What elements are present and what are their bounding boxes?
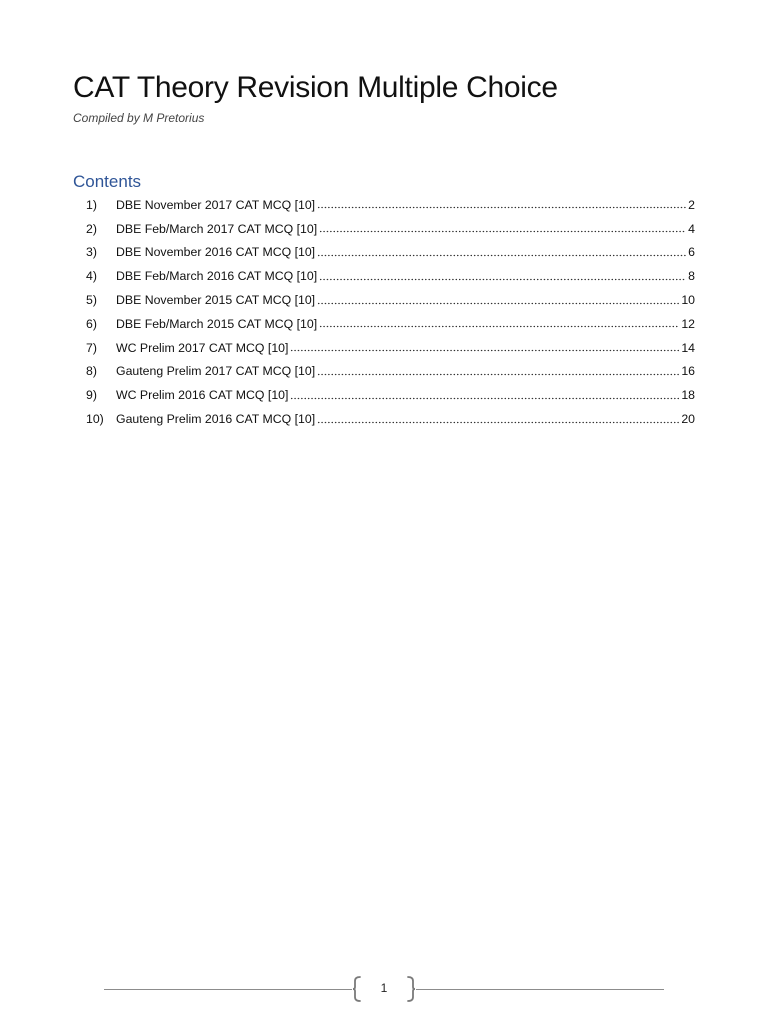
toc-entry-page[interactable]: 14 <box>681 340 695 355</box>
toc-entry[interactable] <box>86 360 695 384</box>
left-brace-icon <box>352 976 362 1002</box>
toc-entry[interactable] <box>86 193 695 217</box>
toc-dot-leader <box>319 322 679 332</box>
toc-entry[interactable] <box>86 383 695 407</box>
toc-dot-leader <box>290 346 679 356</box>
toc-entry-title[interactable]: DBE November 2017 CAT MCQ [10] <box>116 197 316 212</box>
toc-entry-title[interactable]: DBE Feb/March 2015 CAT MCQ [10] <box>116 316 318 331</box>
toc-entry-number: 9) <box>86 388 97 403</box>
toc-entry[interactable] <box>86 312 695 336</box>
toc-entry-number: 6) <box>86 316 97 331</box>
right-brace-icon <box>406 976 416 1002</box>
toc-entry-number: 4) <box>86 269 97 284</box>
toc-entry-page[interactable]: 10 <box>681 293 695 308</box>
toc-dot-leader <box>317 369 679 379</box>
toc-dot-leader <box>319 227 686 237</box>
toc-dot-leader <box>319 274 686 284</box>
toc-entry-title[interactable]: Gauteng Prelim 2016 CAT MCQ [10] <box>116 412 316 427</box>
toc-entry[interactable] <box>86 336 695 360</box>
toc-entry-title[interactable]: WC Prelim 2017 CAT MCQ [10] <box>116 340 289 355</box>
toc-entry[interactable] <box>86 407 695 431</box>
toc-entry-page[interactable]: 12 <box>681 316 695 331</box>
toc-entry[interactable] <box>86 217 695 241</box>
toc-entry-page[interactable]: 20 <box>681 412 695 427</box>
toc-heading: Contents <box>73 172 142 191</box>
toc-entry-page[interactable]: 16 <box>681 364 695 379</box>
toc-entry-page[interactable]: 8 <box>688 269 695 284</box>
toc-entry-page[interactable]: 18 <box>681 388 695 403</box>
toc-entry-page[interactable]: 2 <box>688 197 695 212</box>
toc-entry-title[interactable]: DBE November 2015 CAT MCQ [10] <box>116 293 316 308</box>
toc-entry-number: 1) <box>86 197 97 212</box>
toc-entry-number: 8) <box>86 364 97 379</box>
page-number: 1 <box>380 981 388 995</box>
toc-dot-leader <box>317 203 686 213</box>
table-of-contents <box>86 193 695 431</box>
toc-entry-page[interactable]: 4 <box>688 221 695 236</box>
toc-entry-title[interactable]: DBE November 2016 CAT MCQ [10] <box>116 245 316 260</box>
toc-entry-number: 7) <box>86 340 97 355</box>
toc-entry-number: 2) <box>86 221 97 236</box>
page-footer <box>104 976 664 1002</box>
toc-entry-number: 10) <box>86 412 104 427</box>
toc-entry[interactable] <box>86 288 695 312</box>
toc-dot-leader <box>317 250 686 260</box>
toc-entry-title[interactable]: WC Prelim 2016 CAT MCQ [10] <box>116 388 289 403</box>
toc-entry-number: 3) <box>86 245 97 260</box>
document-subtitle: Compiled by M Pretorius <box>73 111 205 125</box>
toc-entry-title[interactable]: DBE Feb/March 2016 CAT MCQ [10] <box>116 269 318 284</box>
toc-entry[interactable] <box>86 241 695 265</box>
toc-entry-page[interactable]: 6 <box>688 245 695 260</box>
toc-dot-leader <box>290 393 679 403</box>
toc-dot-leader <box>317 298 679 308</box>
toc-dot-leader <box>317 417 679 427</box>
footer-rule-right <box>416 989 664 990</box>
toc-entry[interactable] <box>86 264 695 288</box>
toc-entry-title[interactable]: DBE Feb/March 2017 CAT MCQ [10] <box>116 221 318 236</box>
toc-entry-title[interactable]: Gauteng Prelim 2017 CAT MCQ [10] <box>116 364 316 379</box>
document-title: CAT Theory Revision Multiple Choice <box>73 71 558 104</box>
footer-rule-left <box>104 989 352 990</box>
toc-entry-number: 5) <box>86 293 97 308</box>
